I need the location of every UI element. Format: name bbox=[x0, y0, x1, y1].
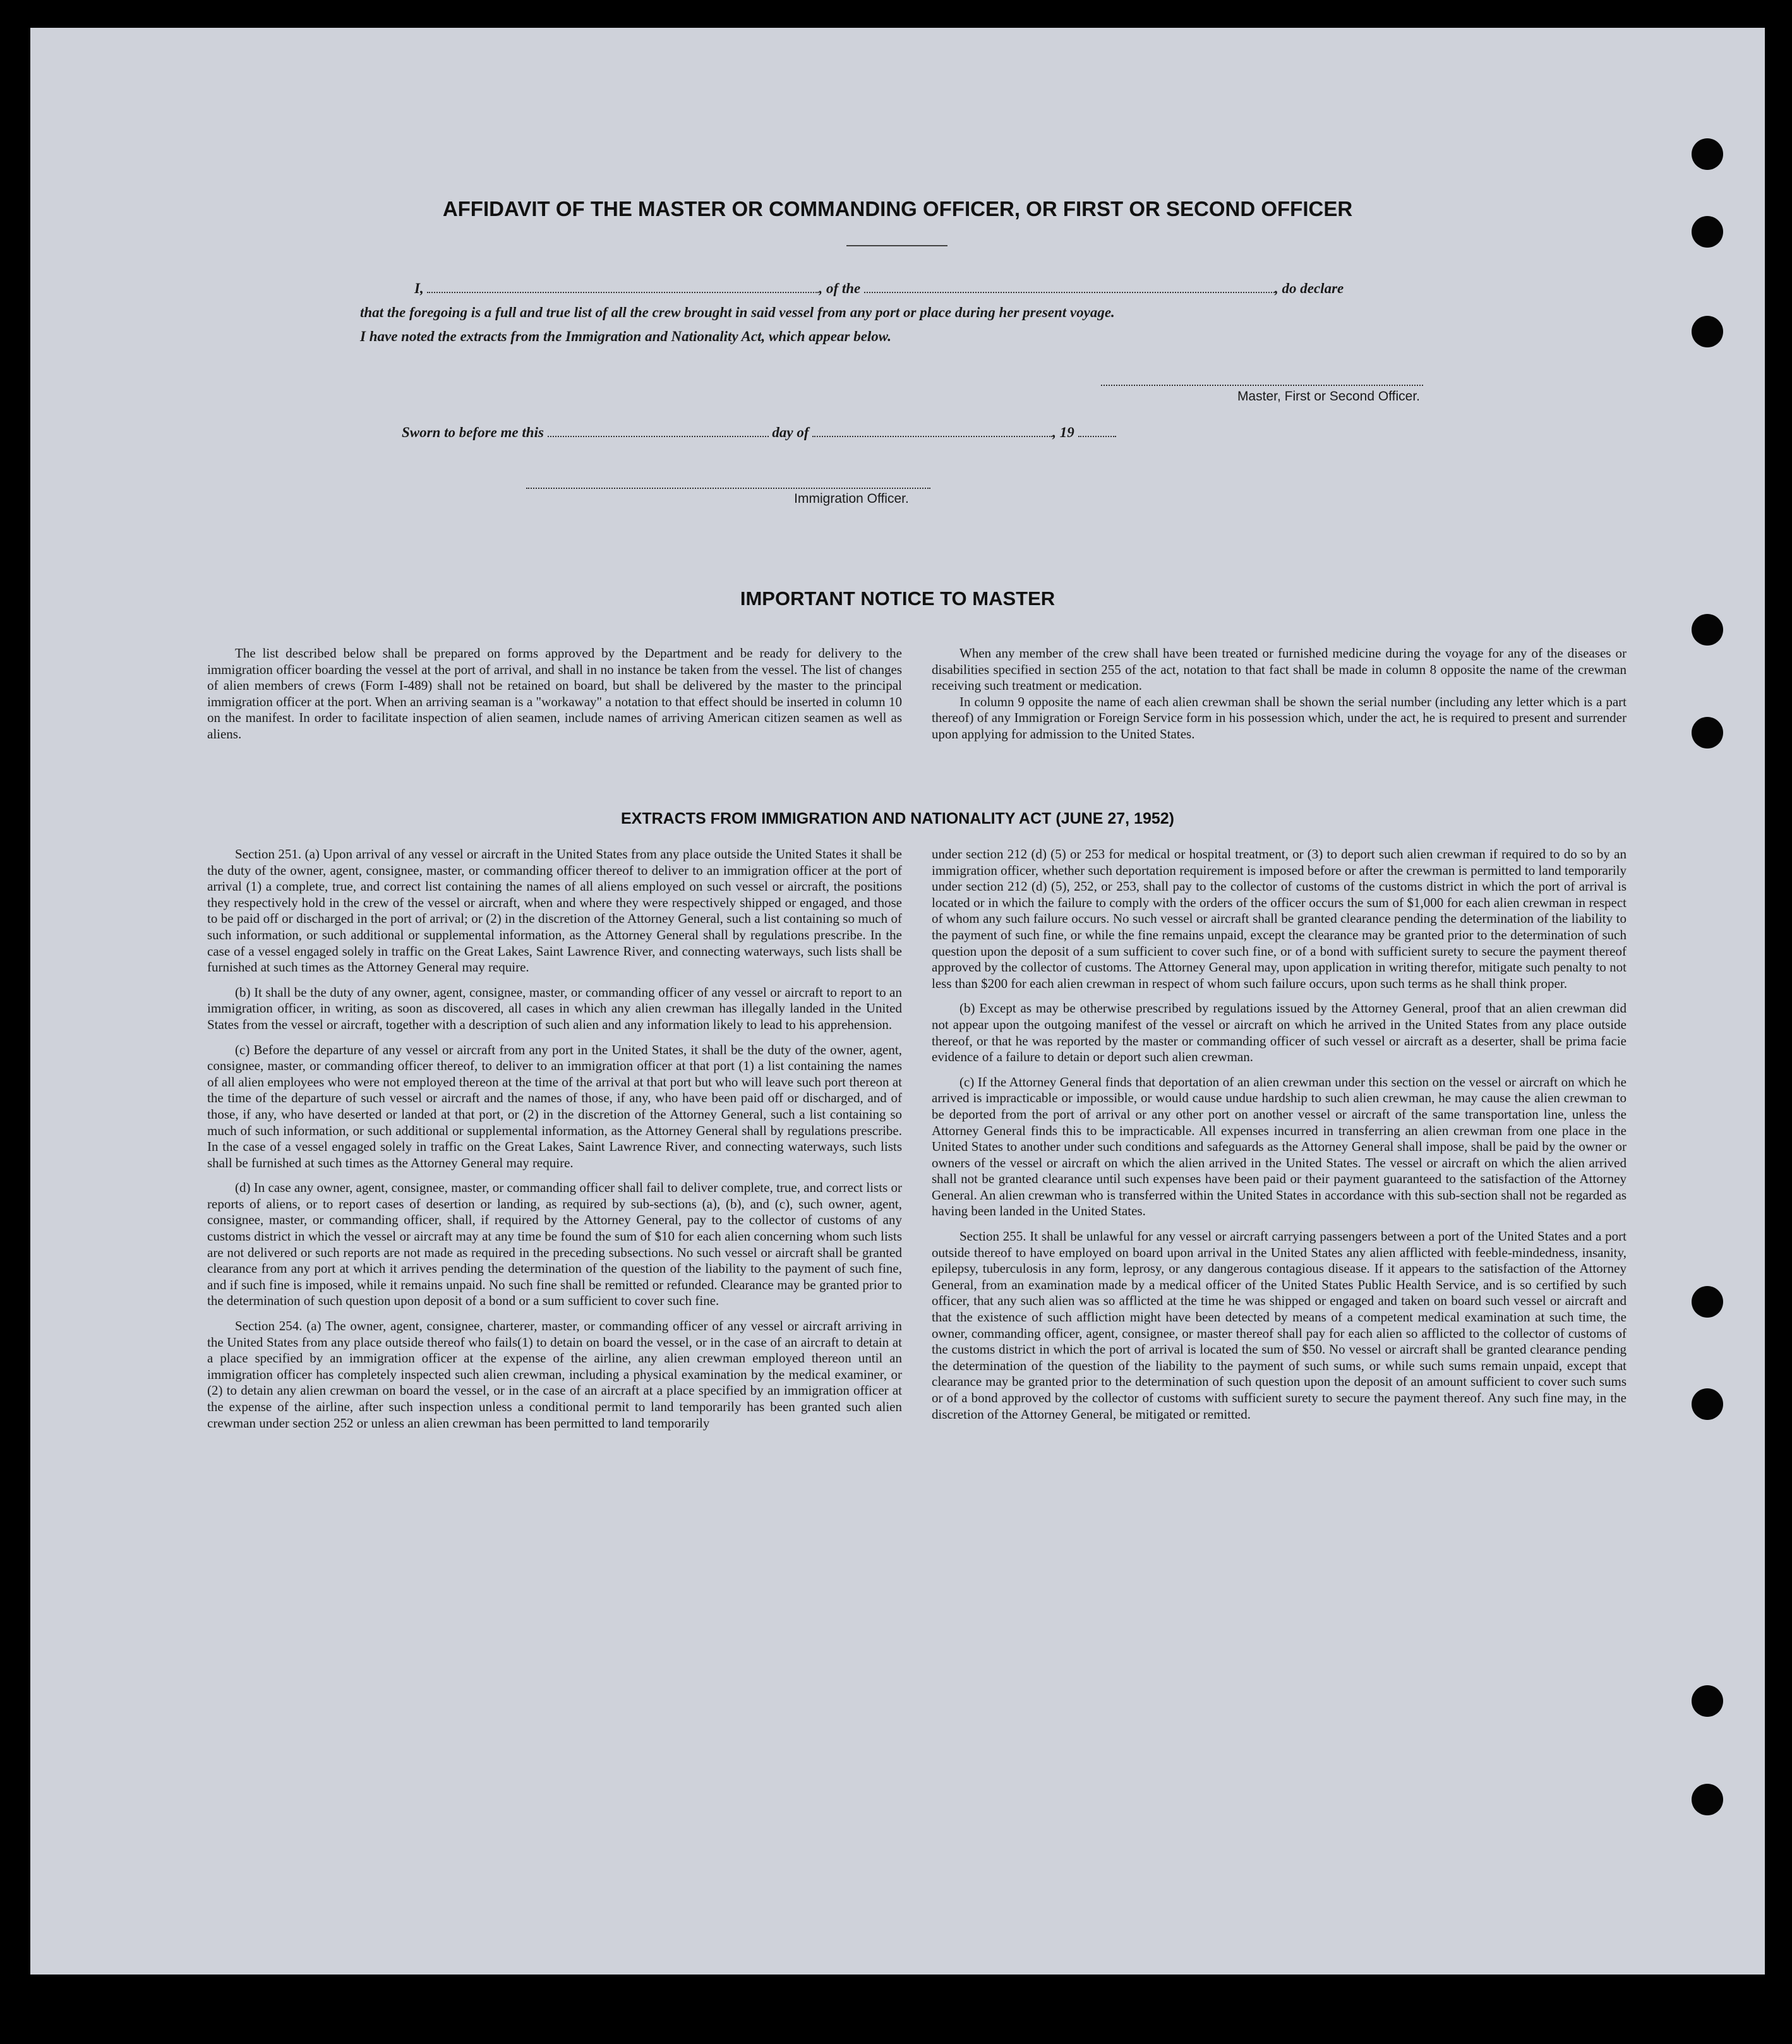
notice-paragraph: When any member of the crew shall have been treated or furnished medicine during the voyage for any of the diseases or disabilities specified in section 255 of the act, notation to that fact shall be made in column 8 opposite the name of the crewman receiving such treatment or medication. bbox=[932, 646, 1627, 694]
sworn-label: Sworn to before me this bbox=[402, 424, 544, 440]
master-signature-line[interactable] bbox=[1101, 385, 1423, 386]
notice-left-column bbox=[207, 646, 902, 752]
extracts-title: EXTRACTS FROM IMMIGRATION AND NATIONALITY ACT (JUNE 27, 1952) bbox=[621, 810, 1174, 827]
affidavit-line-1 bbox=[414, 280, 1476, 297]
notice-right-column bbox=[932, 646, 1627, 752]
section-254-a-cont: under section 212 (d) (5) or 253 for medical or hospital treatment, or (3) to deport such alien crewman if required to do so by an immigration officer, whether such deportation requirement is imposed before or after the crewman is permitted to land temporarily under section 212 (d) (5), 252, or 253, shall pay to the collector of customs of the customs district in which the port of arrival is located or in which the failure to comply with the orders of the officer occurs the sum of $1,000 for each alien crewman in respect of whom any such failure occurs. No such vessel or aircraft shall be granted clearance pending the determination of the liability to the payment of such fine, or while the fine remains unpaid, except the clearance may be granted prior to the determination of such question upon the deposit of a sum sufficient to cover such fine, or of a bond with sufficient surety to secure the payment thereof approved by the collector of customs. The Attorney General may, upon application in writing therefor, mitigate such penalty to not less than $200 for each alien crewman in respect of whom such failure occurs, upon such terms as he shall think proper. bbox=[932, 846, 1627, 991]
punch-hole bbox=[1692, 1388, 1723, 1420]
declare-label: , do declare bbox=[1275, 280, 1344, 296]
year-blank[interactable] bbox=[1078, 433, 1116, 437]
officer-signature-line[interactable] bbox=[526, 488, 930, 489]
day-of-label: day of bbox=[772, 424, 809, 440]
day-blank[interactable] bbox=[548, 433, 769, 437]
vessel-blank[interactable] bbox=[864, 289, 1275, 293]
name-blank[interactable] bbox=[427, 289, 819, 293]
punch-hole bbox=[1692, 717, 1723, 748]
section-251-d: (d) In case any owner, agent, consignee, master, or commanding officer shall fail to deliver complete, true, and correct lists or reports of aliens, or to report cases of desertion or landing, as required by sub-sections (a), (b), and (c), such owner, agent, consignee, master, or commanding officer, shall, if required by the Attorney General, pay to the collector of customs of any customs district in which the vessel or aircraft may at any time be found the sum of $10 for each alien concerning whom such lists are not delivered or such reports are not made as required in the preceding subsections. No such vessel or aircraft shall be granted clearance from any port at which it arrives pending the determination of the question of the liability to the payment of such fine, and if such fine is imposed, while it remains unpaid. No such fine shall be remitted or refunded. Clearance may be granted prior to the determination of such question upon deposit of a bond or a sum sufficient to cover such fine. bbox=[207, 1180, 902, 1309]
section-254-b: (b) Except as may be otherwise prescribed by regulations issued by the Attorney General, proof that an alien crewman did not appear upon the outgoing manifest of the vessel or aircraft on which he arrived in the United States from any place outside thereof, or that he was reported by the master or commanding officer of such vessel or aircraft as a deserter, shall be prima facie evidence of a failure to detain or deport such alien crewman. bbox=[932, 1001, 1627, 1065]
section-251-c: (c) Before the departure of any vessel or aircraft from any port in the United States, it shall be the duty of the owner, agent, consignee, master, or commanding officer thereof, to deliver to an immigration officer at that port (1) a list containing the names of all alien employees who were not employed thereon at the time of the arrival at that port but who will leave such port thereon at the time of the departure of such vessel or aircraft and the names of those, if any, who have been paid off or discharged, and of those, if any, who have deserted or landed at that port, or (2) in the discretion of the Attorney General, such a list containing so much of such information, or such additional or supplemental information, as the Attorney General shall by regulations prescribe. In the case of a vessel engaged solely in traffic on the Great Lakes, Saint Lawrence River, and connecting waterways, such lists shall be furnished at such times as the Attorney General may require. bbox=[207, 1042, 902, 1170]
declarant-prefix: I, bbox=[414, 280, 424, 296]
affidavit-line-2: that the foregoing is a full and true list of all the crew brought in said vessel from any port or place during her present voyage. bbox=[360, 304, 1115, 320]
year-label: , 19 bbox=[1052, 424, 1074, 440]
punch-hole bbox=[1692, 1685, 1723, 1717]
notice-paragraph: The list described below shall be prepared on forms approved by the Department and be ready for delivery to the immigration officer boarding the vessel at the port of arrival, and shall in no instance be taken from the vessel. The list of changes of alien members of crews (Form I-489) shall not be retained on board, but shall be delivered by the master to the principal immigration officer at the port. When an arriving seaman is a "workaway" a notation to that effect should be inserted in column 10 on the manifest. In order to facilitate inspection of alien seamen, include names of arriving American citizen seamen as well as aliens. bbox=[207, 646, 902, 742]
section-254-a: Section 254. (a) The owner, agent, consignee, charterer, master, or commanding officer of any vessel or aircraft arriving in the United States from any place outside thereof who fails(1) to detain on board the vessel, or in the case of an aircraft to detain at a place specified by an immigration officer at the expense of the airline, any alien crewman employed thereon until an immigration officer has completely inspected such alien crewman, including a physical examination by the medical examiner, or (2) to detain any alien crewman on board the vessel, or in the case of an aircraft at a place specified by an immigration officer at the expense of the airline, after such inspection unless a conditional permit to land temporarily has been granted such alien crewman under section 252 or unless an alien crewman has been permitted to land temporarily bbox=[207, 1318, 902, 1431]
document-page bbox=[30, 28, 1765, 1975]
section-251-b: (b) It shall be the duty of any owner, agent, consignee, master, or commanding officer of any vessel or aircraft to report to an immigration officer, in writing, as soon as discovered, all cases in which any alien crewman has illegally landed in the United States from the vessel or aircraft, together with a description of such alien and any information likely to lead to his apprehension. bbox=[207, 984, 902, 1032]
affidavit-line-3: I have noted the extracts from the Immigration and Nationality Act, which appear below. bbox=[360, 328, 892, 344]
notice-title: IMPORTANT NOTICE TO MASTER bbox=[740, 587, 1055, 610]
month-blank[interactable] bbox=[812, 433, 1052, 437]
section-255: Section 255. It shall be unlawful for any vessel or aircraft carrying passengers between a port of the United States and a port outside thereof to have employed on board upon arrival in the United States any alien afflicted with feeble-mindedness, insanity, epilepsy, tuberculosis in any form, leprosy, or any dangerous contagious disease. If it appears to the satisfaction of the Attorney General, from an examination made by a medical officer of the United States Public Health Service, and is so certified by such officer, that any such alien was so afflicted at the time he was shipped or engaged and taken on board such vessel or aircraft and that the existence of such affliction might have been detected by means of a competent medical examination at such time, the owner, commanding officer, agent, consignee, or master thereof shall pay for each alien so afflicted to the collector of customs of the customs district in which the port of arrival is located the sum of $50. No vessel or aircraft shall be granted clearance pending the determination of the question of the liability to the payment of such sums, or while such sums remain unpaid, except that clearance may be granted prior to the determination of such question upon the deposit of an amount sufficient to cover such sums or of a bond approved by the collector of customs with sufficient surety to secure the payment thereof. Any such fine may, in the discretion of the Attorney General, be mitigated or remitted. bbox=[932, 1229, 1627, 1422]
officer-caption: Immigration Officer. bbox=[794, 491, 909, 506]
punch-hole bbox=[1692, 1784, 1723, 1815]
punch-hole bbox=[1692, 614, 1723, 646]
master-caption: Master, First or Second Officer. bbox=[1237, 389, 1420, 404]
section-251-a: Section 251. (a) Upon arrival of any vessel or aircraft in the United States from any place outside the United States it shall be the duty of the owner, agent, consignee, master, or commanding officer thereof to deliver to an immigration officer at the port of arrival (1) a complete, true, and correct list containing the names of all aliens employed on such vessel or aircraft, the positions they respectively hold in the crew of the vessel or aircraft, when and where they were respectively shipped or engaged, and those to be paid off or discharged in the port of arrival; or (2) in the discretion of the Attorney General, such a list containing so much of such information, or such additional or supplemental information, as the Attorney General shall by regulations prescribe. In the case of a vessel engaged solely in traffic on the Great Lakes, Saint Lawrence River, and connecting waterways, such lists shall be furnished at such times as the Attorney General may require. bbox=[207, 846, 902, 975]
punch-hole bbox=[1692, 1286, 1723, 1318]
punch-hole bbox=[1692, 138, 1723, 170]
sworn-line bbox=[402, 424, 1286, 441]
notice-paragraph: In column 9 opposite the name of each alien crewman shall be shown the serial number (including any letter which is a part thereof) of any Immigration or Foreign Service form in his possession which, under the act, he is required to present and surrender upon applying for admission to the United States. bbox=[932, 694, 1627, 742]
title-rule bbox=[846, 245, 947, 246]
extracts-right-column bbox=[932, 846, 1627, 1431]
punch-hole bbox=[1692, 316, 1723, 347]
section-254-c: (c) If the Attorney General finds that deportation of an alien crewman under this section on the vessel or aircraft on which he arrived is impracticable or impossible, or would cause undue hardship to such alien crewman, he may cause the alien crewman to be deported from the port of arrival or any other port on another vessel or aircraft of the same transportation line, unless the Attorney General finds this to be impracticable. All expenses incurred in transferring an alien crewman from one place in the United States to another under such conditions and safeguards as the Attorney General shall impose, shall be paid by the owner or owners of the vessel or aircraft on which the alien arrived in the United States. The vessel or aircraft on which the alien arrived shall not be granted clearance until such expenses have been paid or their payment guaranteed to the satisfaction of the Attorney General. An alien crewman who is transferred within the United States in accordance with this sub-section shall not be regarded as having been landed in the United States. bbox=[932, 1074, 1627, 1219]
affidavit-title: AFFIDAVIT OF THE MASTER OR COMMANDING OFFICER, OR FIRST OR SECOND OFFICER bbox=[442, 197, 1353, 220]
extracts-left-column bbox=[207, 846, 902, 1440]
of-the-label: , of the bbox=[819, 280, 861, 296]
